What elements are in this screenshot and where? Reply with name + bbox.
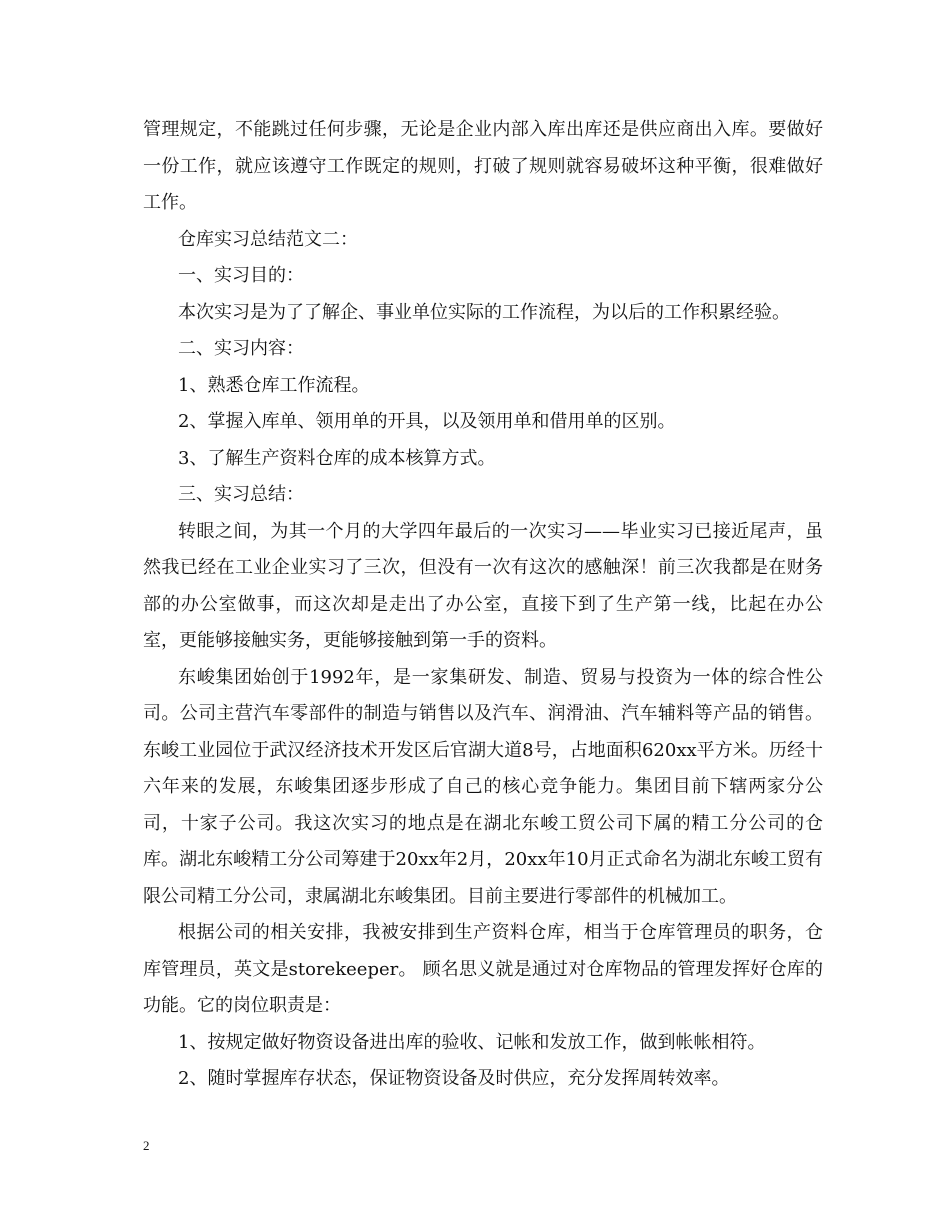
- document-body: [143, 112, 823, 1098]
- paragraph-14: 2、随时掌握库存状态，保证物资设备及时供应，充分发挥周转效率。: [178, 1068, 730, 1089]
- paragraph-2: 仓库实习总结范文二：: [178, 228, 358, 250]
- paragraph-12: 根据公司的相关安排，我被安排到生产资料仓库，相当于仓库管理员的职务，仓库管理员，英文是storekeeper。 顾名思义就是通过对仓库物品的管理发挥好仓库的功能。它的岗位职责是：: [143, 922, 823, 1016]
- paragraph-5: 二、实习内容：: [178, 338, 304, 359]
- paragraph-11: 东峻集团始创于1992年，是一家集研发、制造、贸易与投资为一体的综合性公司。公司主营汽车零部件的制造与销售以及汽车、润滑油、汽车辅料等产品的销售。东峻工业园位于武汉经济技术开发区后官湖大道8号，占地面积620xx平方米。历经十六年来的发展，东峻集团逐步形成了自己的核心竞争能力。集团目前下辖两家分公司，十家子公司。我这次实习的地点是在湖北东峻工贸公司下属的精工分公司的仓库。湖北东峻精工分公司筹建于20xx年2月，20xx年10月正式命名为湖北东峻工贸有限公司精工分公司，隶属湖北东峻集团。目前主要进行零部件的机械加工。: [143, 666, 823, 907]
- paragraph-3: 一、实习目的：: [178, 265, 304, 286]
- paragraph-8: 3、了解生产资料仓库的成本核算方式。: [178, 447, 496, 469]
- paragraph-9: 三、实习总结：: [178, 484, 304, 505]
- page-number: 2: [143, 1138, 150, 1153]
- paragraph-1: 管理规定，不能跳过任何步骤，无论是企业内部入库出库还是供应商出入库。要做好一份工作，就应该遵守工作既定的规则，打破了规则就容易破坏这种平衡，很难做好工作。: [143, 119, 823, 213]
- paragraph-6: 1、熟悉仓库工作流程。: [178, 374, 370, 396]
- paragraph-10: 转眼之间，为其一个月的大学四年最后的一次实习——毕业实习已接近尾声，虽然我已经在工业企业实习了三次，但没有一次有这次的感触深！前三次我都是在财务部的办公室做事，而这次却是走出了办公室，直接下到了生产第一线，比起在办公室，更能够接触实务，更能够接触到第一手的资料。: [143, 520, 823, 651]
- paragraph-13: 1、按规定做好物资设备进出库的验收、记帐和发放工作，做到帐帐相符。: [178, 1031, 766, 1053]
- paragraph-7: 2、掌握入库单、领用单的开具，以及领用单和借用单的区别。: [178, 411, 676, 432]
- paragraph-4: 本次实习是为了了解企、事业单位实际的工作流程，为以后的工作积累经验。: [178, 301, 790, 323]
